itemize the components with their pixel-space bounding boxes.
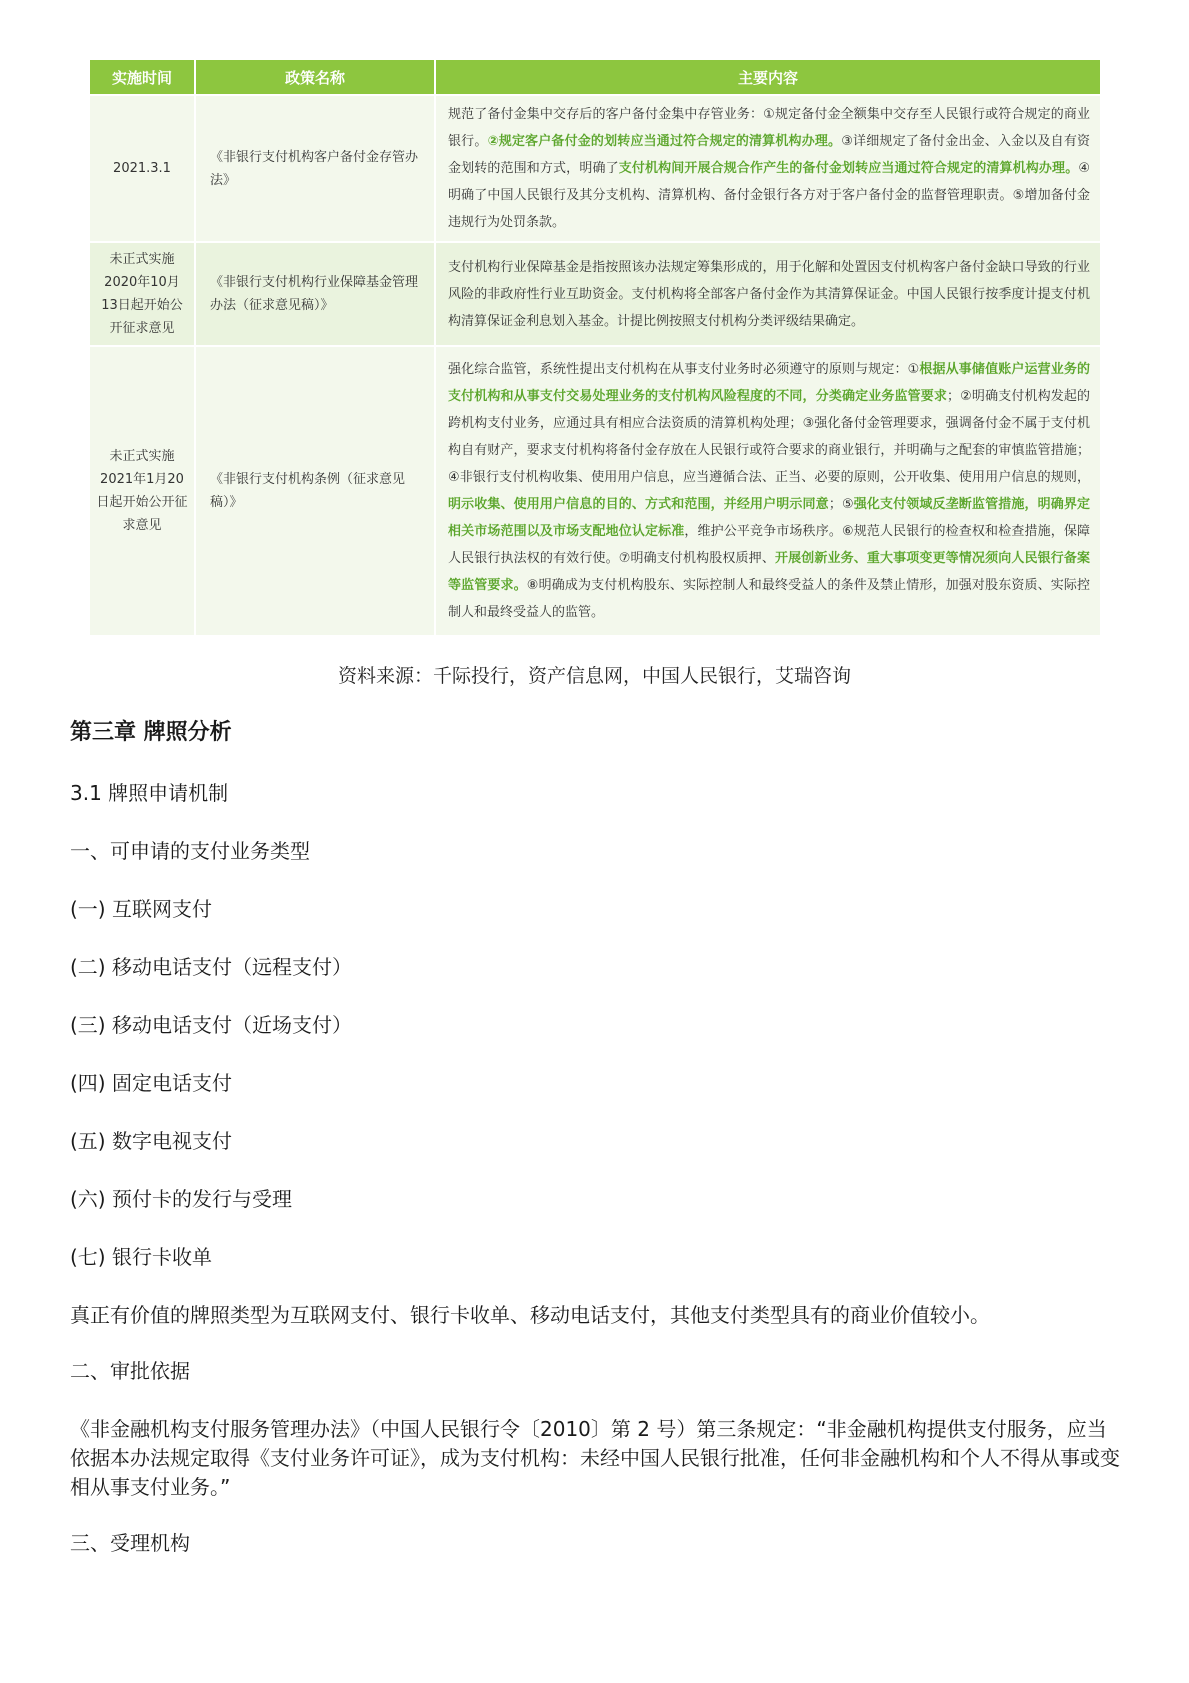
content-text: ，维护公平竞争市场秩序。⑥规范人民银行的检查权和检查措施，保障人民银行执法权的有效行使。⑦明确支付机构股权质押、 — [448, 524, 1090, 566]
list-item: (三) 移动电话支付（近场支付） — [70, 1013, 352, 1037]
cell-main-content — [435, 346, 1101, 636]
content-text: 规范了备付金集中交存后的客户备付金集中存管业务：①规定备付金全额集中交存至人民银行或符合规定的商业银行。 — [448, 107, 1090, 149]
table-row — [89, 346, 1101, 636]
body-paragraph: 《非金融机构支付服务管理办法》（中国人民银行令〔2010〕第 2 号）第三条规定：“非金融机构提供支付服务，应当依据本办法规定取得《支付业务许可证》，成为支付机构：未经中国人民银行批准，任何非金融机构和个人不得从事或变相从事支付业务。” — [70, 1417, 1120, 1499]
header-policy-name: 政策名称 — [195, 59, 435, 95]
section-heading: 3.1 牌照申请机制 — [70, 781, 229, 805]
policy-table-container — [88, 58, 1100, 637]
list-item: (二) 移动电话支付（远程支付） — [70, 955, 352, 979]
cell-main-content — [435, 95, 1101, 242]
cell-time: 2021.3.1 — [89, 95, 195, 242]
header-time: 实施时间 — [89, 59, 195, 95]
content-highlight: 根据从事储值账户运营业务的支付机构和从事支付交易处理业务的支付机构风险程度的不同，分类确定业务监管要求 — [448, 362, 1090, 404]
document-body — [70, 718, 1126, 1587]
chapter-title: 第三章 牌照分析 — [70, 720, 232, 745]
subsection-heading: 三、受理机构 — [70, 1531, 190, 1555]
cell-time: 未正式实施2020年10月13日起开始公开征求意见 — [89, 242, 195, 346]
cell-main-content — [435, 242, 1101, 346]
content-highlight: 开展创新业务、重大事项变更等情况须向人民银行备案等监管要求。 — [448, 551, 1090, 593]
table-source-caption: 资料来源：千际投行，资产信息网，中国人民银行，艾瑞咨询 — [337, 665, 851, 687]
cell-policy-name: 《非银行支付机构行业保障基金管理办法（征求意见稿）》 — [195, 242, 435, 346]
content-highlight: ②规定客户备付金的划转应当通过符合规定的清算机构办理。 — [487, 134, 842, 149]
list-item: (五) 数字电视支付 — [70, 1129, 232, 1153]
cell-time: 未正式实施2021年1月20日起开始公开征求意见 — [89, 346, 195, 636]
subsection-heading: 一、可申请的支付业务类型 — [70, 839, 310, 863]
content-highlight: 明示收集、使用用户信息的目的、方式和范围，并经用户明示同意 — [448, 497, 829, 512]
content-text: 强化综合监管，系统性提出支付机构在从事支付业务时必须遵守的原则与规定：① — [448, 362, 920, 377]
header-main-content: 主要内容 — [435, 59, 1101, 95]
list-item: (四) 固定电话支付 — [70, 1071, 232, 1095]
cell-policy-name: 《非银行支付机构条例（征求意见稿）》 — [195, 346, 435, 636]
cell-policy-name: 《非银行支付机构客户备付金存管办法》 — [195, 95, 435, 242]
table-row — [89, 95, 1101, 242]
list-item: (六) 预付卡的发行与受理 — [70, 1187, 292, 1211]
table-header-row — [89, 59, 1101, 95]
table-row — [89, 242, 1101, 346]
policy-table — [88, 58, 1102, 637]
content-highlight: 支付机构间开展合规合作产生的备付金划转应当通过符合规定的清算机构办理。 — [618, 161, 1079, 176]
content-text: ；⑤ — [828, 497, 854, 512]
content-text: ⑧明确成为支付机构股东、实际控制人和最终受益人的条件及禁止情形，加强对股东资质、实际控制人和最终受益人的监管。 — [448, 578, 1090, 620]
content-text: 支付机构行业保障基金是指按照该办法规定筹集形成的，用于化解和处置因支付机构客户备付金缺口导致的行业风险的非政府性行业互助资金。支付机构将全部客户备付金作为其清算保证金。中国人民银行按季度计提支付机构清算保证金利息划入基金。计提比例按照支付机构分类评级结果确定。 — [448, 259, 1090, 329]
list-item: (一) 互联网支付 — [70, 897, 212, 921]
body-paragraph: 真正有价值的牌照类型为互联网支付、银行卡收单、移动电话支付，其他支付类型具有的商业价值较小。 — [70, 1303, 990, 1327]
list-item: (七) 银行卡收单 — [70, 1245, 212, 1269]
content-highlight: 强化支付领域反垄断监管措施，明确界定相关市场范围以及市场支配地位认定标准 — [448, 497, 1090, 539]
content-text: ③详细规定了备付金出金、入金以及自有资金划转的范围和方式，明确了 — [448, 134, 1090, 176]
subsection-heading: 二、审批依据 — [70, 1359, 190, 1383]
content-text: ④明确了中国人民银行及其分支机构、清算机构、备付金银行各方对于客户备付金的监督管理职责。⑤增加备付金违规行为处罚条款。 — [448, 161, 1090, 230]
content-text: ；②明确支付机构发起的跨机构支付业务，应通过具有相应合法资质的清算机构处理；③强化备付金管理要求，强调备付金不属于支付机构自有财产，要求支付机构将备付金存放在人民银行或符合要求的商业银行，并明确与之配套的审慎监管措施；④非银行支付机构收集、使用用户信息，应当遵循合法、正当、必要的原则，公开收集、使用用户信息的规则， — [448, 389, 1090, 485]
